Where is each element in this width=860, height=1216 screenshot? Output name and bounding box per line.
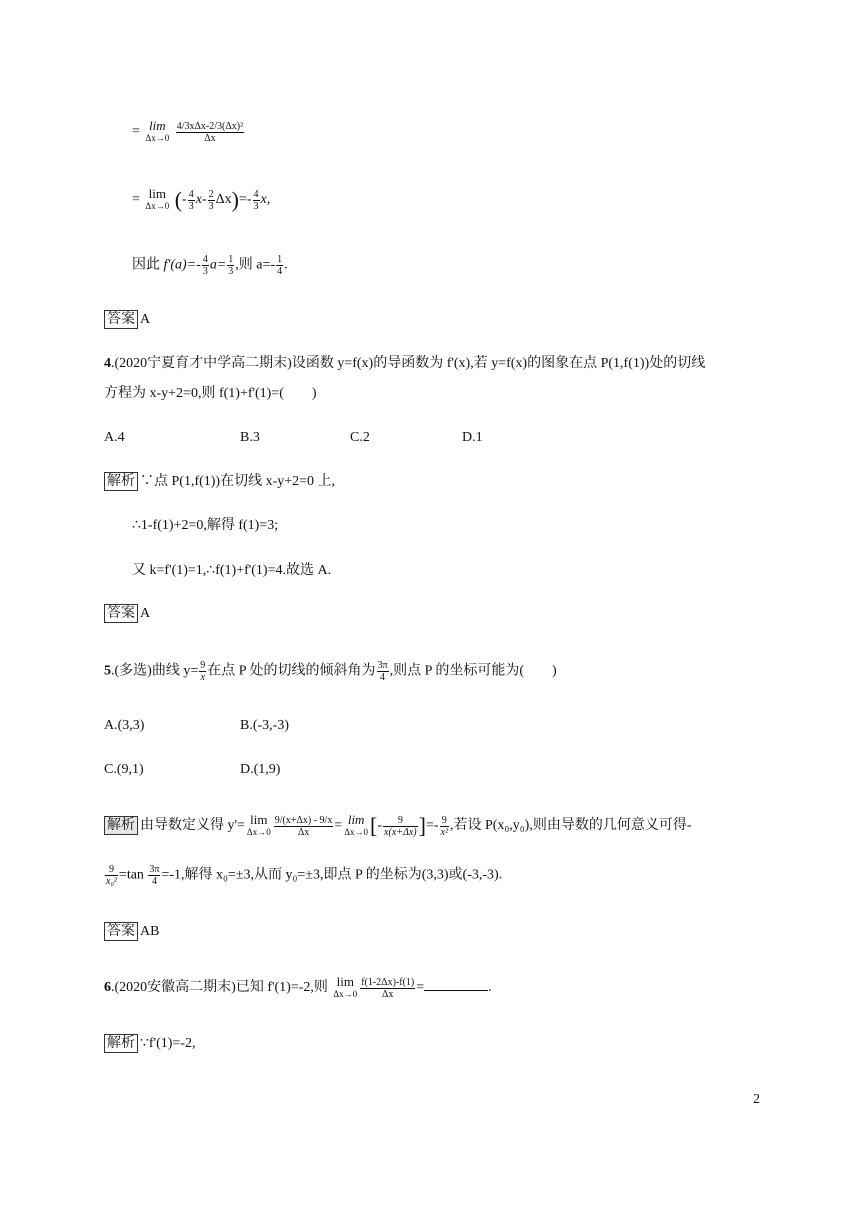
equals-sign: = [132,124,140,140]
answer-value: A [140,606,151,621]
option-a: A.(3,3) [104,718,145,733]
solution-q5-line2: $\frac{9}{\text{x₀²}}$ =tan $\frac{3\pi}{4}$ =-1,解得 x₀=±3,从而 y₀=±3,即点 P 的坐标为(3,3)或(-3,-3). [106,864,503,887]
option-c: C.2 [350,430,370,445]
limit-operator: lim Δx→0 [145,118,170,143]
solution-q4-line3: 又 k=f'(1)=1,∴f(1)+f'(1)=4.故选 A. [132,563,332,578]
answer-blank[interactable] [424,978,488,991]
solution-step-2: = lim Δx→0 (- $\frac{4}{3}$ x- $\frac{2}{3}$ Δx)=- $\frac{4}{3}$ x, [132,186,271,212]
answer-tag: 答案 [104,922,138,941]
question-number: 6 [104,980,111,996]
answer-value: AB [140,924,160,939]
answer-q5 [104,922,159,942]
question-number: 5 [104,663,111,679]
option-b: B.(-3,-3) [240,718,289,733]
question-6: 6.(2020安徽高二期末)已知 f'(1)=-2,则 lim Δx→0 $\frac{f(1-2\Delta x)-f(1)}{\Delta x}$ = . [104,974,492,1000]
solution-q4-line1: 解析 ∵点 P(1,f(1))在切线 x-y+2=0 上, [104,472,335,492]
solution-q6: 解析 ∵f'(1)=-2, [104,1034,195,1054]
option-d: D.(1,9) [240,762,281,777]
option-d: D.1 [462,430,483,445]
answer-q3 [104,310,150,330]
answer-tag: 答案 [104,604,138,623]
difference-quotient: $\frac{\text{4/3xΔx-2/3(Δx)²}}{\Delta x}$ [176,120,244,144]
solution-q5-line1: 解析 由导数定义得 y'= lim Δx→0 $\frac{9/(x+\Delta x) - 9/x}{\Delta x}$ = lim Δx→0 [- $\frac{9}{x(x+\Delta x)}$ ]=- $\frac{9}{\text{x²}}$ ,若设 P(x₀,y₀),则由导数的几何意义可得- [104,814,692,838]
option-a: A.4 [104,430,125,445]
question-5: 5.(多选)曲线 y= $\frac{9}{x}$ 在点 P 处的切线的倾斜角为 $\frac{3\pi}{4}$ ,则点 P 的坐标可能为( ) [104,660,557,683]
analysis-tag: 解析 [104,816,138,835]
limit-operator: lim Δx→0 [145,186,170,211]
analysis-tag: 解析 [104,1034,138,1053]
question-4-line2: 方程为 x-y+2=0,则 f(1)+f'(1)=( ) [104,386,317,401]
question-4: 4.(2020宁夏育才中学高二期末)设函数 y=f(x)的导函数为 f'(x),若 y=f(x)的图象在点 P(1,f(1))处的切线 [104,356,706,371]
page-number: 2 [753,1092,760,1107]
option-c: C.(9,1) [104,762,144,777]
solution-conclusion: 因此 f'(a)=- $\frac{4}{3}$ a= $\frac{1}{3}$ ,则 a=- $\frac{1}{4}$ . [132,254,288,277]
answer-tag: 答案 [104,310,138,329]
solution-q4-line2: ∴1-f(1)+2=0,解得 f(1)=3; [132,518,279,533]
answer-q4 [104,604,150,624]
solution-step-1 [132,120,245,144]
analysis-tag: 解析 [104,472,138,491]
question-number: 4 [104,356,111,371]
answer-value: A [140,312,151,327]
option-b: B.3 [240,430,260,445]
